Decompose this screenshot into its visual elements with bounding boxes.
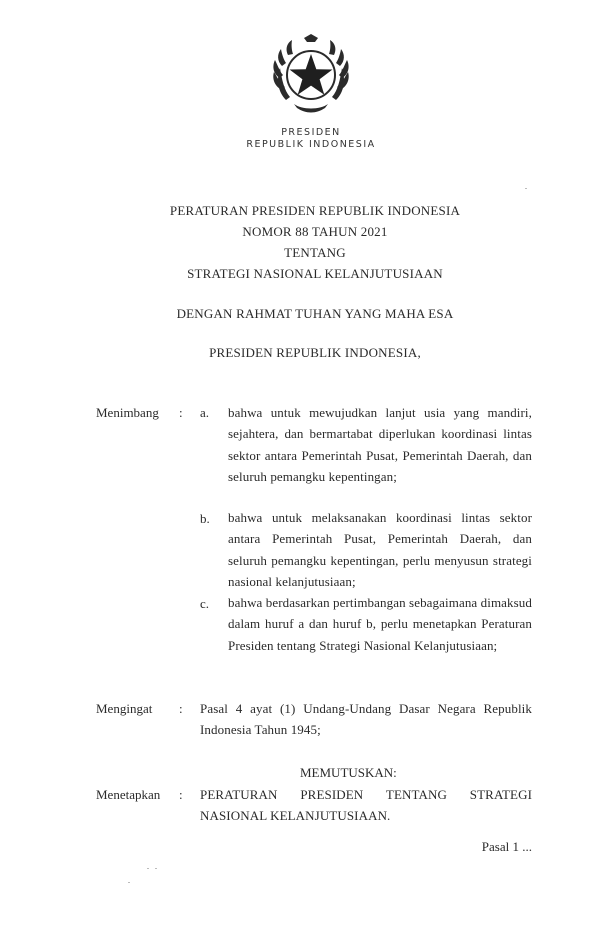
scan-speck xyxy=(128,882,130,883)
menimbang-marker-b: b. xyxy=(200,511,210,526)
menetapkan-colon: : xyxy=(179,787,183,802)
menimbang-marker-c: c. xyxy=(200,596,210,611)
title-subject: STRATEGI NASIONAL KELANJUTUSIAAN xyxy=(187,266,443,281)
scan-speck xyxy=(155,868,157,869)
scan-speck xyxy=(525,188,527,189)
menetapkan-label: Menetapkan xyxy=(96,787,161,802)
title-number: NOMOR 88 TAHUN 2021 xyxy=(242,224,388,239)
mengingat-label: Mengingat xyxy=(96,701,153,716)
menimbang-item-c: bahwa berdasarkan pertimbangan sebagaimana dimaksud dalam huruf a dan huruf b, perlu menetapkan Peraturan Presiden tentang Strategi Nasional Kelanjutusiaan; xyxy=(228,595,532,653)
header-republic: REPUBLIK INDONESIA xyxy=(246,139,376,150)
menetapkan-text: PERATURAN PRESIDEN TENTANG STRATEGI NASIONAL KELANJUTUSIAAN. xyxy=(200,787,532,824)
mengingat-text: Pasal 4 ayat (1) Undang-Undang Dasar Negara Republik Indonesia Tahun 1945; xyxy=(200,701,532,738)
presidential-emblem-icon xyxy=(268,34,354,116)
next-page-indicator: Pasal 1 ... xyxy=(481,839,532,854)
preamble-president: PRESIDEN REPUBLIK INDONESIA, xyxy=(209,345,421,360)
preamble-rahmat: DENGAN RAHMAT TUHAN YANG MAHA ESA xyxy=(176,306,454,321)
menimbang-colon: : xyxy=(179,405,183,420)
mengingat-colon: : xyxy=(179,701,183,716)
menimbang-label: Menimbang xyxy=(96,405,159,420)
scan-speck xyxy=(147,868,149,869)
header-president: PRESIDEN xyxy=(281,127,341,138)
menimbang-marker-a: a. xyxy=(200,405,210,420)
menimbang-item-b: bahwa untuk melaksanakan koordinasi lintas sektor antara Pemerintah Pusat, Pemerintah Daerah, dan seluruh pemangku kepentingan, perlu menyusun strategi nasional kelanjutusiaan; xyxy=(228,510,532,590)
title-regulation: PERATURAN PRESIDEN REPUBLIK INDONESIA xyxy=(169,203,461,218)
menimbang-item-a: bahwa untuk mewujudkan lanjut usia yang mandiri, sejahtera, dan bermartabat diperlukan koordinasi lintas sektor antara Pemerintah Pusat, Pemerintah Daerah, dan seluruh pemangku kepentingan; xyxy=(228,405,532,485)
memutuskan-heading: MEMUTUSKAN: xyxy=(300,765,397,780)
title-about: TENTANG xyxy=(284,245,346,260)
